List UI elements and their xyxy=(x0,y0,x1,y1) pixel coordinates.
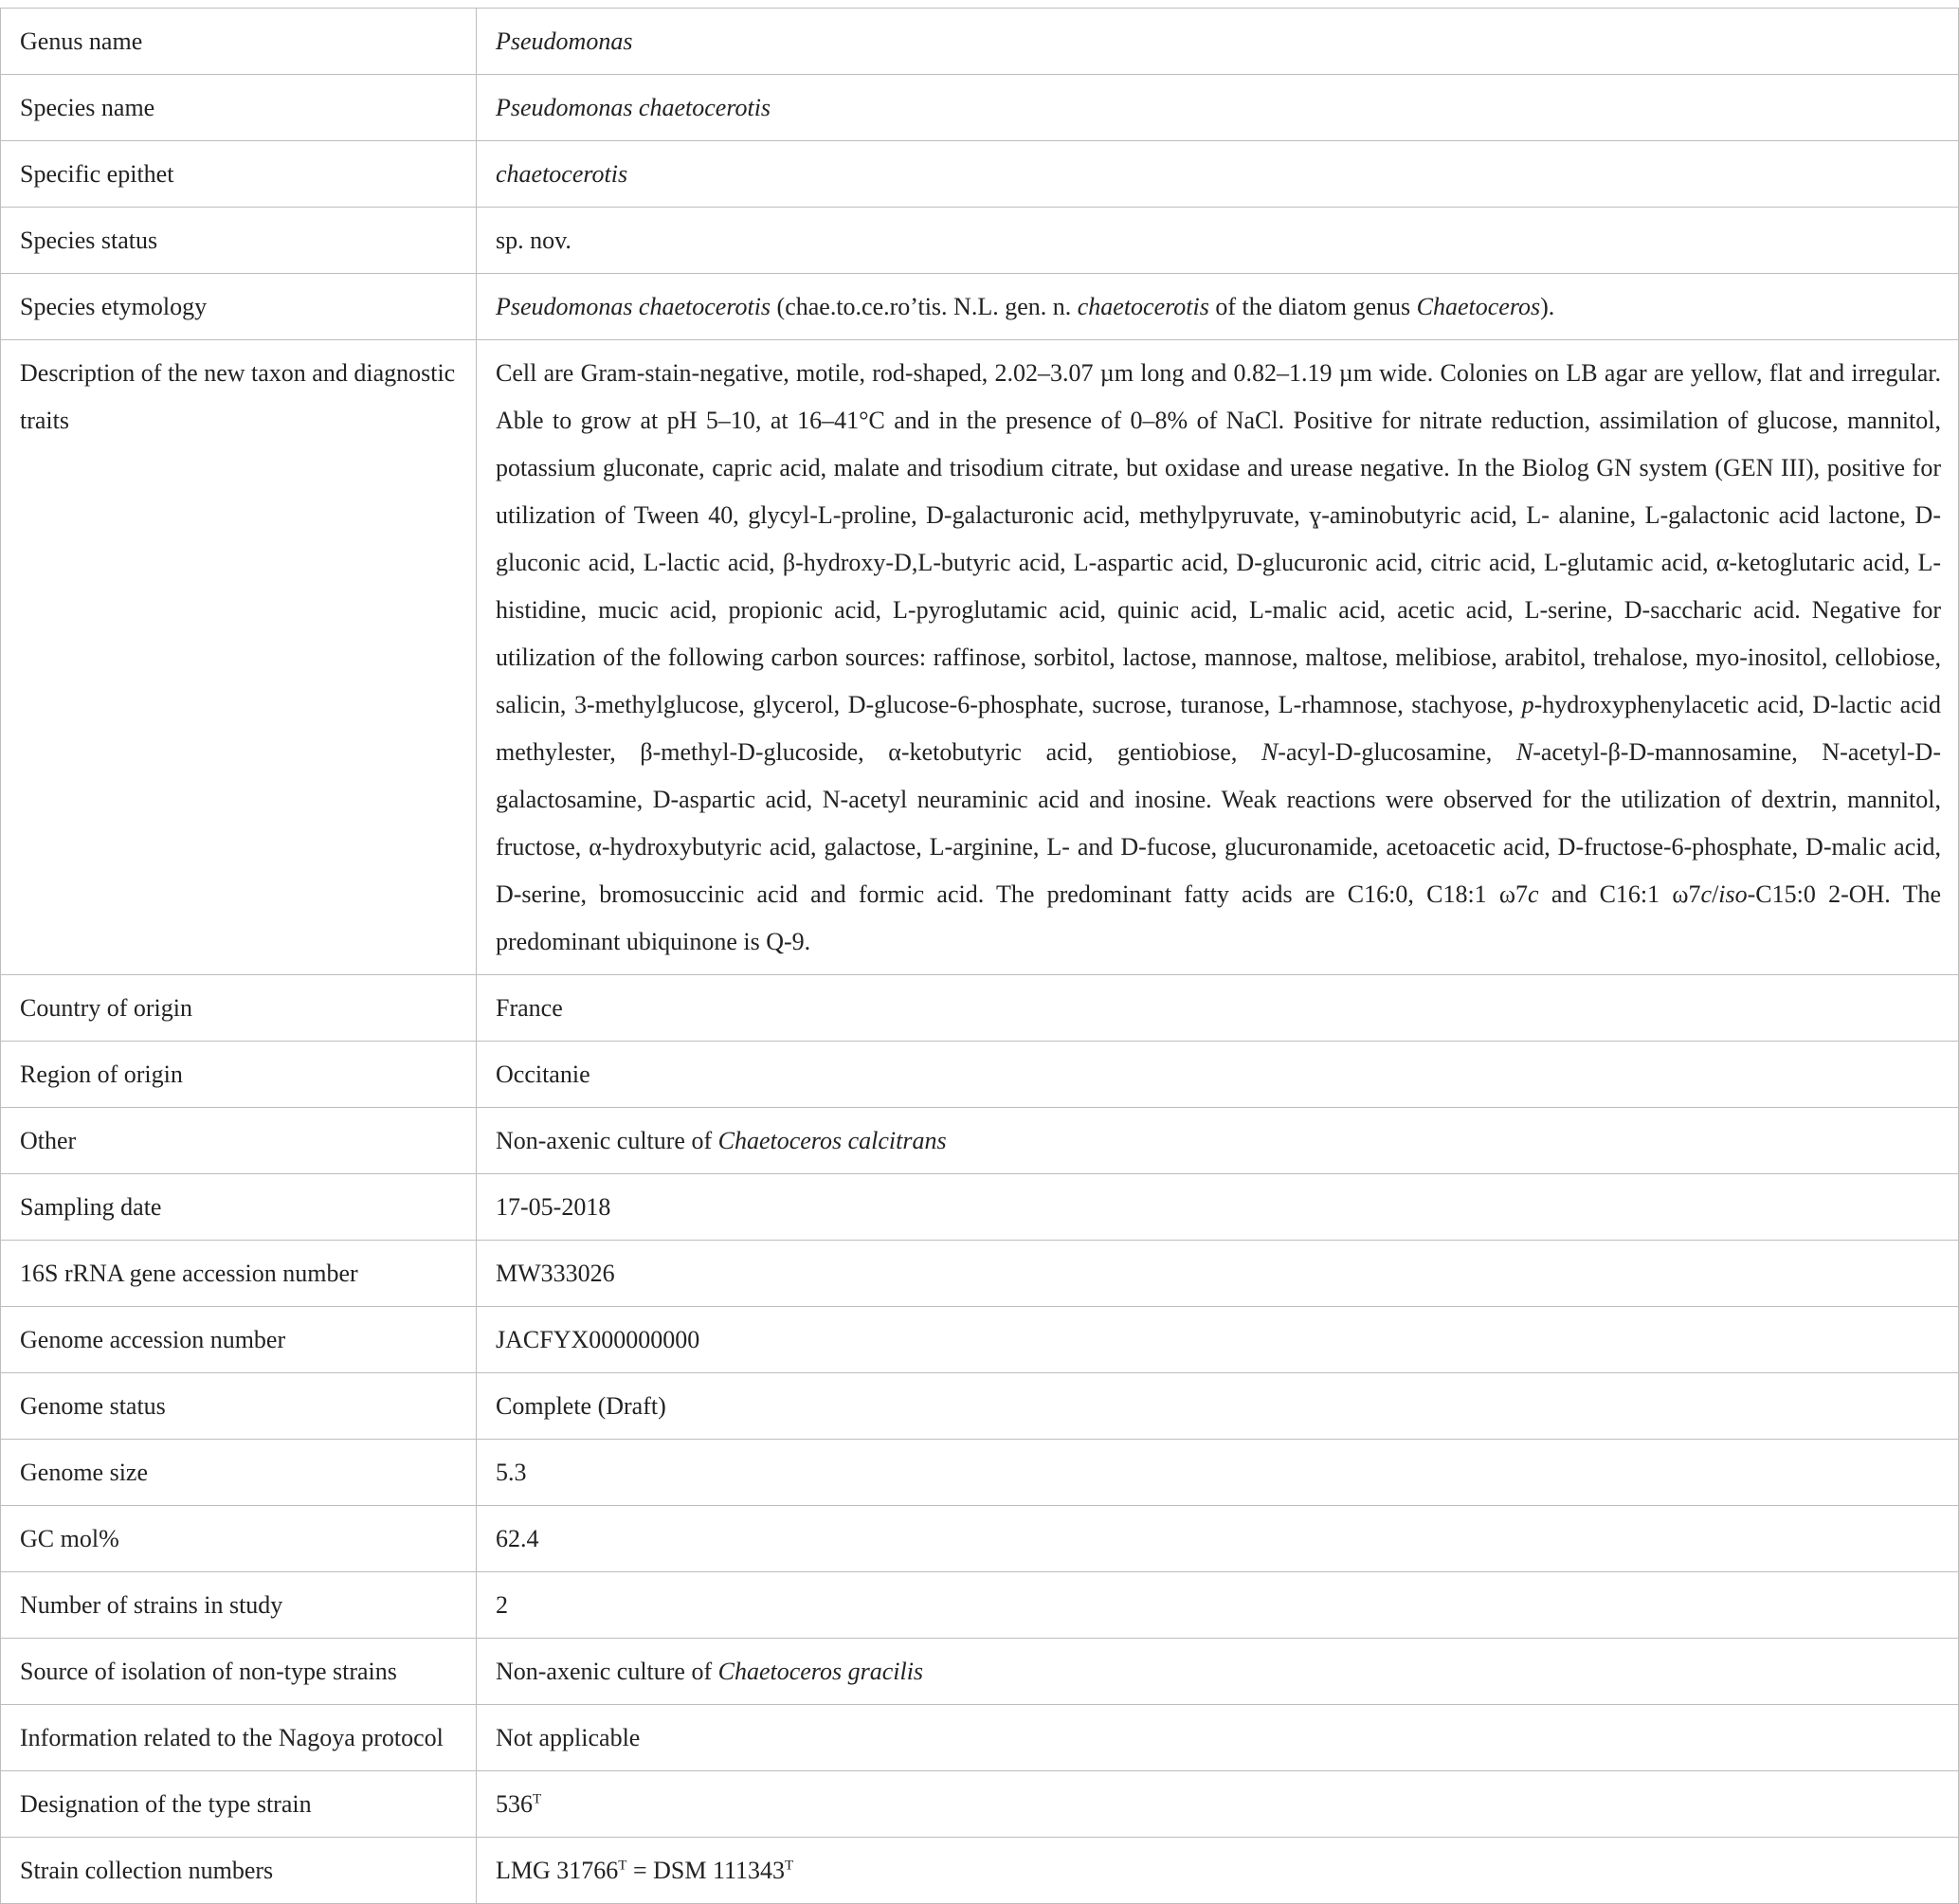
text-segment: Complete (Draft) xyxy=(496,1392,666,1420)
table-row xyxy=(1,1108,1959,1174)
row-value xyxy=(477,1440,1959,1506)
table-row xyxy=(1,1705,1959,1771)
table-row xyxy=(1,9,1959,75)
table-row xyxy=(1,1506,1959,1572)
row-value xyxy=(477,208,1959,274)
row-label: Species etymology xyxy=(1,274,477,340)
italic-text-segment: Pseudomonas chaetocerotis xyxy=(496,293,771,320)
text-segment: Non-axenic culture of xyxy=(496,1127,718,1154)
text-segment: -hydroxyphenylacetic acid, D-lactic acid methylester, β-methyl-D-glucoside, α-ketobutyric acid, gentiobiose, xyxy=(496,691,1941,766)
table-body xyxy=(1,9,1959,1904)
row-label: Region of origin xyxy=(1,1042,477,1108)
row-label: Sampling date xyxy=(1,1174,477,1241)
italic-text-segment: iso xyxy=(1718,880,1748,908)
text-segment: ). xyxy=(1540,293,1555,320)
row-label: Species name xyxy=(1,75,477,141)
text-segment: Not applicable xyxy=(496,1724,641,1751)
row-label: Species status xyxy=(1,208,477,274)
italic-text-segment: Pseudomonas xyxy=(496,27,633,55)
table-row xyxy=(1,141,1959,208)
text-segment: sp. nov. xyxy=(496,227,571,254)
text-segment: = DSM 111343 xyxy=(626,1857,786,1884)
row-value xyxy=(477,975,1959,1042)
table-row xyxy=(1,975,1959,1042)
italic-text-segment: chaetocerotis xyxy=(496,160,628,188)
italic-text-segment: c xyxy=(1700,880,1713,908)
row-label: 16S rRNA gene accession number xyxy=(1,1241,477,1307)
table-row xyxy=(1,1373,1959,1440)
italic-text-segment: p xyxy=(1521,691,1534,718)
row-label: Description of the new taxon and diagnostic traits xyxy=(1,340,477,975)
row-label: Source of isolation of non-type strains xyxy=(1,1639,477,1705)
table-row xyxy=(1,208,1959,274)
italic-text-segment: N xyxy=(1261,738,1279,766)
text-segment: France xyxy=(496,994,563,1022)
row-value xyxy=(477,1771,1959,1838)
table-row xyxy=(1,1572,1959,1639)
table-row xyxy=(1,1440,1959,1506)
taxon-description-table-wrapper xyxy=(0,8,1958,1904)
row-value xyxy=(477,1307,1959,1373)
row-label: Genus name xyxy=(1,9,477,75)
italic-text-segment: chaetocerotis xyxy=(1077,293,1209,320)
text-segment: -acyl-D-glucosamine, xyxy=(1278,738,1516,766)
row-value xyxy=(477,1174,1959,1241)
row-label: Strain collection numbers xyxy=(1,1838,477,1904)
row-label: Genome size xyxy=(1,1440,477,1506)
row-value xyxy=(477,340,1959,975)
row-value xyxy=(477,1373,1959,1440)
text-segment: and C16:1 ω7 xyxy=(1538,880,1701,908)
text-segment: Non-axenic culture of xyxy=(496,1658,718,1685)
row-label: Number of strains in study xyxy=(1,1572,477,1639)
table-row xyxy=(1,1639,1959,1705)
table-row xyxy=(1,75,1959,141)
text-segment: 536 xyxy=(496,1790,533,1818)
text-segment: Occitanie xyxy=(496,1061,590,1088)
text-segment: LMG 31766 xyxy=(496,1857,619,1884)
table-row xyxy=(1,1307,1959,1373)
row-value xyxy=(477,9,1959,75)
row-label: Designation of the type strain xyxy=(1,1771,477,1838)
table-row xyxy=(1,1174,1959,1241)
row-label: Genome status xyxy=(1,1373,477,1440)
text-segment: / xyxy=(1712,880,1719,908)
row-value xyxy=(477,1108,1959,1174)
table-row xyxy=(1,1042,1959,1108)
row-value xyxy=(477,1705,1959,1771)
text-segment: 62.4 xyxy=(496,1525,539,1552)
row-value xyxy=(477,274,1959,340)
row-value xyxy=(477,1506,1959,1572)
italic-text-segment: Chaetoceros calcitrans xyxy=(717,1127,947,1154)
type-strain-superscript: T xyxy=(785,1858,794,1874)
row-label: Specific epithet xyxy=(1,141,477,208)
italic-text-segment: Chaetoceros gracilis xyxy=(717,1658,924,1685)
type-strain-superscript: T xyxy=(618,1858,627,1874)
text-segment: Cell are Gram-stain-negative, motile, rod-shaped, 2.02–3.07 µm long and 0.82–1.19 µm wide. Colonies on LB agar are yellow, flat and irregular. Able to grow at pH 5–10, at 16–41°C and in the presence of 0–8% of NaCl. Positive for nitrate reduction, assimilation of glucose, mannitol, potassium gluconate, capric acid, malate and trisodium citrate, but oxidase and urease negative. In the Biolog GN system (GEN III), positive for utilization of Tween 40, glycyl-L-proline, D-galacturonic acid, methylpyruvate, ɣ-aminobutyric acid, L- alanine, L-galactonic acid lactone, D-gluconic acid, L-lactic acid, β-hydroxy-D,L-butyric acid, L-aspartic acid, D-glucuronic acid, citric acid, L-glutamic acid, α-ketoglutaric acid, L-histidine, mucic acid, propionic acid, L-pyroglutamic acid, quinic acid, L-malic acid, acetic acid, L-serine, D-saccharic acid. Negative for utilization of the following carbon sources: raffinose, sorbitol, lactose, mannose, maltose, melibiose, arabitol, trehalose, myo-inositol, cellobiose, salicin, 3-methylglucose, glycerol, D-glucose-6-phosphate, sucrose, turanose, L-rhamnose, stachyose, xyxy=(496,359,1941,718)
text-segment: JACFYX000000000 xyxy=(496,1326,700,1353)
italic-text-segment: N xyxy=(1515,738,1533,766)
table-row xyxy=(1,1771,1959,1838)
text-segment: MW333026 xyxy=(496,1260,615,1287)
taxon-description-table xyxy=(0,8,1959,1904)
row-value xyxy=(477,1838,1959,1904)
row-value xyxy=(477,1572,1959,1639)
row-value xyxy=(477,1639,1959,1705)
text-segment: 2 xyxy=(496,1591,508,1619)
table-row xyxy=(1,1838,1959,1904)
text-segment: (chae.to.ce.ro’tis. N.L. gen. n. xyxy=(771,293,1078,320)
italic-text-segment: Pseudomonas chaetocerotis xyxy=(496,94,771,121)
text-segment: -acetyl-β-D-mannosamine, N-acetyl-D-galactosamine, D-aspartic acid, N-acetyl neuraminic acid and inosine. Weak reactions were observed for the utilization of dextrin, mannitol, fructose, α-hydroxybutyric acid, galactose, L-arginine, L- and D-fucose, glucuronamide, acetoacetic acid, D-fructose-6-phosphate, D-malic acid, D-serine, bromosuccinic acid and formic acid. The predominant fatty acids are C16:0, C18:1 ω7 xyxy=(496,738,1941,908)
text-segment: 5.3 xyxy=(496,1459,527,1486)
table-row xyxy=(1,1241,1959,1307)
text-segment: 17-05-2018 xyxy=(496,1193,611,1221)
text-segment: of the diatom genus xyxy=(1208,293,1417,320)
row-value xyxy=(477,75,1959,141)
row-value xyxy=(477,141,1959,208)
italic-text-segment: c xyxy=(1528,880,1539,908)
row-label: Country of origin xyxy=(1,975,477,1042)
table-row xyxy=(1,340,1959,975)
row-label: Genome accession number xyxy=(1,1307,477,1373)
italic-text-segment: Chaetoceros xyxy=(1416,293,1541,320)
table-row xyxy=(1,274,1959,340)
row-value xyxy=(477,1042,1959,1108)
text-segment: -C15:0 2-OH. The predominant ubiquinone is Q-9. xyxy=(496,880,1942,955)
type-strain-superscript: T xyxy=(533,1791,542,1807)
row-label: Information related to the Nagoya protocol xyxy=(1,1705,477,1771)
row-label: Other xyxy=(1,1108,477,1174)
row-value xyxy=(477,1241,1959,1307)
row-label: GC mol% xyxy=(1,1506,477,1572)
